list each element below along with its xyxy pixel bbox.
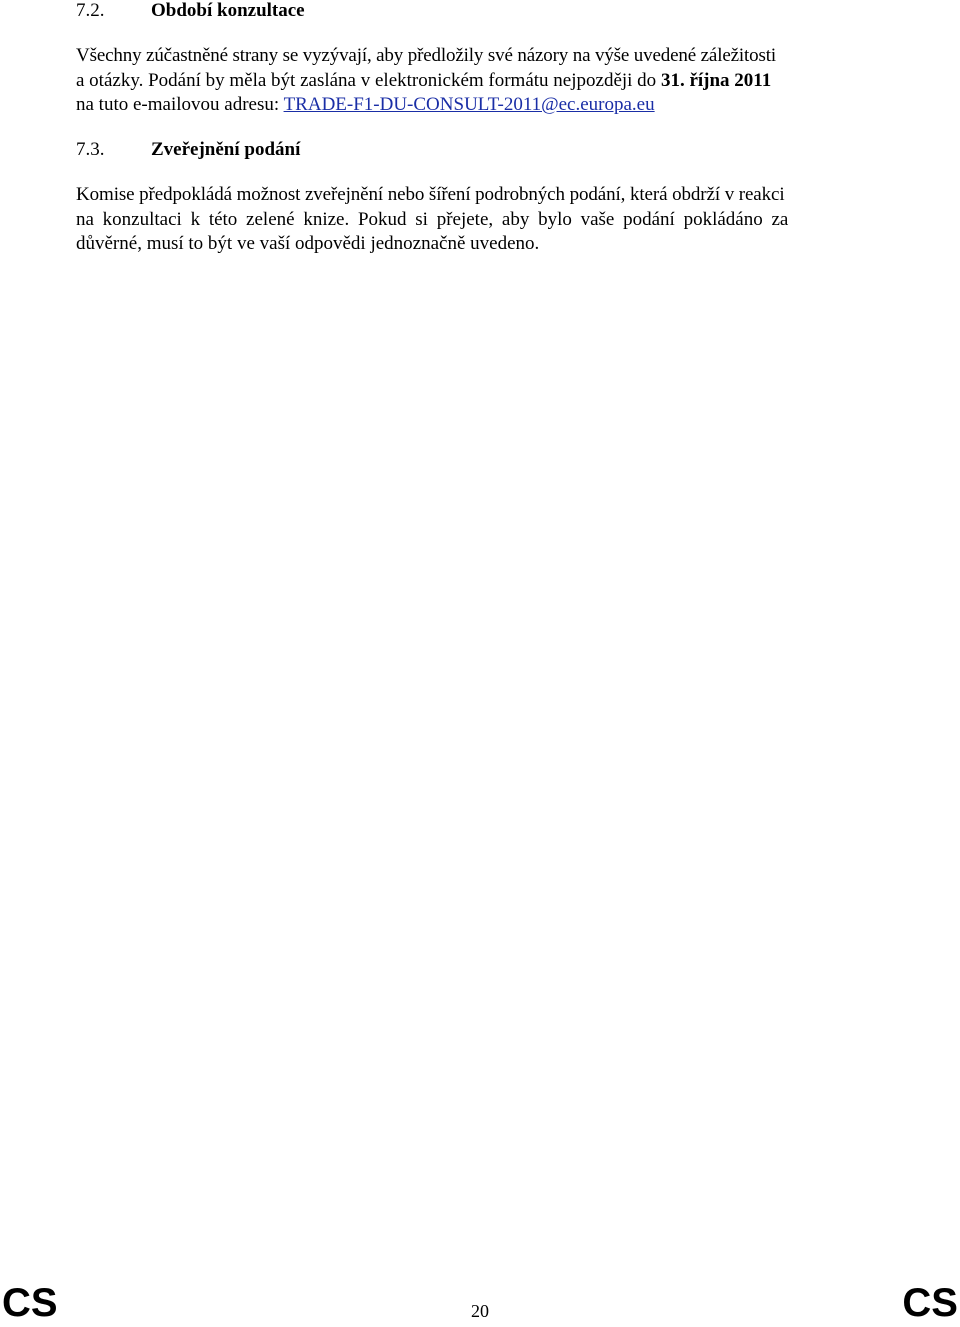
section-title: Období konzultace	[151, 0, 305, 21]
deadline-date: 31. října 2011	[660, 69, 772, 91]
section-heading	[76, 0, 886, 22]
paragraph-text: na tuto e-mailovou adresu:	[76, 94, 280, 115]
paragraph-line-3	[76, 93, 886, 118]
page-number: 20	[471, 1301, 489, 1321]
email-link[interactable]: TRADE-F1-DU-CONSULT-2011@ec.europa.eu	[283, 94, 655, 115]
paragraph-line-2	[76, 69, 886, 94]
section-paragraph	[76, 44, 886, 118]
language-code-left: CS	[2, 1281, 58, 1325]
section-heading	[76, 139, 886, 161]
language-code-right: CS	[902, 1281, 958, 1325]
section-consultation-period	[76, 0, 886, 118]
paragraph-line-1: Všechny zúčastněné strany se vyzývají, aby předložily své názory na výše uvedené záležitosti	[76, 45, 777, 66]
paragraph-text: a otázky. Podání by měla být zaslána v elektronickém formátu nejpozději do	[76, 69, 657, 91]
section-paragraph	[76, 183, 886, 257]
section-publication	[76, 139, 886, 257]
paragraph-line-2: na konzultaci k této zelené knize. Pokud si přejete, aby bylo vaše podání pokládáno za	[76, 208, 789, 230]
section-number: 7.2.	[76, 0, 105, 21]
paragraph-line-1: Komise předpokládá možnost zveřejnění nebo šíření podrobných podání, která obdrží v reakci	[76, 184, 785, 205]
paragraph-line-3: důvěrné, musí to být ve vaší odpovědi jednoznačně uvedeno.	[76, 233, 540, 254]
section-number: 7.3.	[76, 139, 105, 160]
section-title: Zveřejnění podání	[151, 139, 301, 160]
